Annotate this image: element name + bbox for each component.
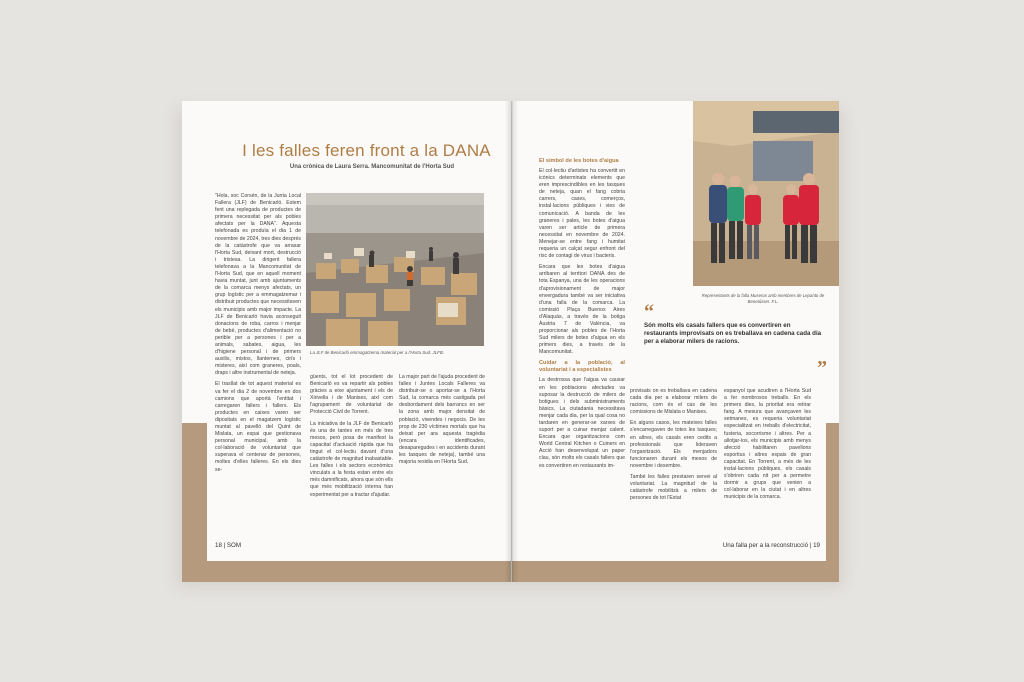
page-number-left: 18 | SOM (215, 542, 242, 549)
paragraph: espanyol que acudiren a l'Horta Sud a fer nombrosos treballs. En els primers dies, la prioritat era retirar fang. A mesura que avançaven les setmanes, es requeria voluntariat especialitzat en treballs d'electricitat, fusteria, socorrisme i altres. Per a allotjar-los, els municipis amb menys afecció habilitaren pavellons esportius i altres espais de gran capacitat. En Torrent, a més de les instal·lacions públiques, els casals s'obriren cada nit per a permetre dormir a grups que venien a col·laborar en la ciutat i en altres municipis de la comarca. (724, 388, 811, 501)
paragraph: güents, tot el lot procedent de Benicarló es va repartir als pobles gràcies a eixe ajuntament i els de Xirivella i de Manises, així com l'agrupament de voluntariat de Protecció Civil de Torrent. (310, 374, 393, 416)
left-page (182, 101, 511, 582)
article-byline: Una crònica de Laura Serra. Mancomunitat de l'Horta Sud (289, 164, 455, 170)
pull-quote: Són molts els casals fallers que es convertiren en restaurants improvisats on es treballava en cadena cada dia per a elaborar milers de racions. (644, 322, 822, 345)
right-column-2 (630, 388, 717, 506)
paragraph: "Hola, soc Corsén, de la Junta Local Fallera (JLF) de Benicarló. Estem fent una replegada de productes de primera necessitat per als pobles afectats per la DANA". Aquesta telefonada es produïa el dia 1 de novembre de 2024, tres dies després de la catàstrofe que va arrasar l'Horta Sud, deixant mort, destrucció i tristesa. La dirigent fallera telefonava a la Mancomunitat de l'Horta Sud, que en aquell moment havia muntat, junt amb ajuntaments de la comarca menys afectats, un grup logístic per a emmagatzemar i distribuir productes que necessitaven els municipis amb major impacte. La JLF de Benicarló havia aconseguit donacions de roba, carros i menjar de bebè, productes d'alimentació no perible per a persones i per a animals, sabates, aigua, les d'higiene personal i de primers auxilis, mistos, llanternes, cirís i misteres, així com graneres, poals, draps i altre instrumental de neteja. (215, 193, 301, 377)
paragraph: El col·lectiu d'artistes ha convertit en icònics determinats elements que eren imprescindibles en les tasques de neteja, quan el fang cobria carrers, cases, comerços, instal·lacions públiques i vies de comunicació. A banda de les graneres i pales, les botes d'aigua varen ser article de primera necessitat en novembre de 2024. Menejar-se entre fang i humitat requeria un calçat segur enfront del risc de contagi de virus i bacteris. (539, 168, 625, 260)
paragraph: Encara que les botes d'aigua arribaren al territori DANA des de tota Espanya, una de les operacions d'aprovisionament de major envergadura també va ser iniciativa d'una falla de la comarca. La comissió Plaça Buenos Aires d'Alaquàs, a través de la botiga Àustria 7 de València, va proporcionar als pobles de l'Horta Sud milers de botes d'aigua en els primers dies, a través de la Mancomunitat. (539, 264, 625, 356)
left-column-3 (399, 374, 485, 470)
right-column-3 (724, 388, 811, 506)
quote-close-icon: ” (817, 357, 827, 379)
paragraph: El trasllat de tot aquest material es va fer el dia 2 de novembre en dos camions que aportà l'entitat i carregaren fallers i fallers. Els productes en caixes varen ser dipositats en el magatzem logístic muntat al pavelló del Quint de Mislata, un espai que gestionava personal municipal, amb la col·laboració de voluntariat que superava el centenar de persones, moltes d'elles falleres. En els dies se- (215, 381, 301, 473)
paragraph: La destrossa que l'aigua va causar en les poblacions afectades va suposar la destrucció de milers de botigues i dels subministraments bàsics. La ciutadania necessitava menjar cada dia, per la qual cosa no tardaren en generar-se xarxes de suport per a cuinar menjar calent. Encara que organitzacions com World Central Kitchen o Cuiners en Acció han desenvolupat un paper clau, són molts els casals fallers que es convertiren en restaurants im- (539, 377, 625, 469)
paragraph: La iniciativa de la JLF de Benicarló és una de tantes en més de tres mesos, però posa de manifest la capacitat d'actuació ràpida que ha tingut el col·lectiu davant d'una catàstrofe de magnitud inabastable. Les falles i els sectors econòmics vinculats a la festa estan entre els més damnificats, ahora que són ells que més mobilització interna han experimentat per a tractar d'ajudar. (310, 420, 393, 498)
photo-caption: La JLF de Benicarló emmagatzema material per a l'Horta Sud. JLFB. (310, 350, 445, 355)
paragraph: En alguns casos, les mateixes falles s'encarregaven de totes les tasques; en altres, els casals eren cedits a professionals que lideraven l'organització. Els menjadors funcionaren durant els mesos de novembre i desembre. (630, 420, 717, 469)
right-page (512, 101, 839, 582)
warehouse-photo (306, 193, 484, 346)
quote-open-icon: “ (644, 301, 654, 323)
article-title: I les falles feren front a la DANA (242, 141, 491, 160)
section-heading: El símbol de les botes d'aigua (539, 158, 619, 164)
page-number-right: Una falla per a la reconstrucció | 19 (722, 542, 820, 549)
left-column-2 (310, 374, 393, 503)
paragraph: provisats on es treballava en cadena cada dia per a elaborar milers de racions, com és el cas de les comissions de Mislata o Manises. (630, 388, 717, 416)
section-heading: Cuidar a la població, al voluntariat i a especialistes (539, 360, 625, 374)
right-column-1 (539, 154, 625, 474)
left-column-1 (215, 193, 301, 478)
photo-caption: Representants de la falla Museros amb membres de Lepanto de Benetússer. F.L. (701, 293, 825, 304)
group-photo (693, 101, 839, 286)
spine-gutter (505, 101, 519, 582)
paragraph: També les falles prestaren servei al voluntariat. La magnitud de la catàstrofe mobilitzà a milers de persones de tot l'Estat (630, 474, 717, 502)
paragraph: La major part de l'ajuda procedent de falles i Juntes Locals Falleres va distribuir-se o aportar-se a l'Horta Sud, la comarca més castigada pel desbordament dels barrancs en ser la zona amb major densitat de població, vivendes i negocis. De les prop de 230 víctimes mortals que ha deixat per ara aquesta tragèdia (encara identificades, desaparegudes i en accidents durant les tasques de neteja), també una majoria residia en l'Horta Sud. (399, 374, 485, 466)
